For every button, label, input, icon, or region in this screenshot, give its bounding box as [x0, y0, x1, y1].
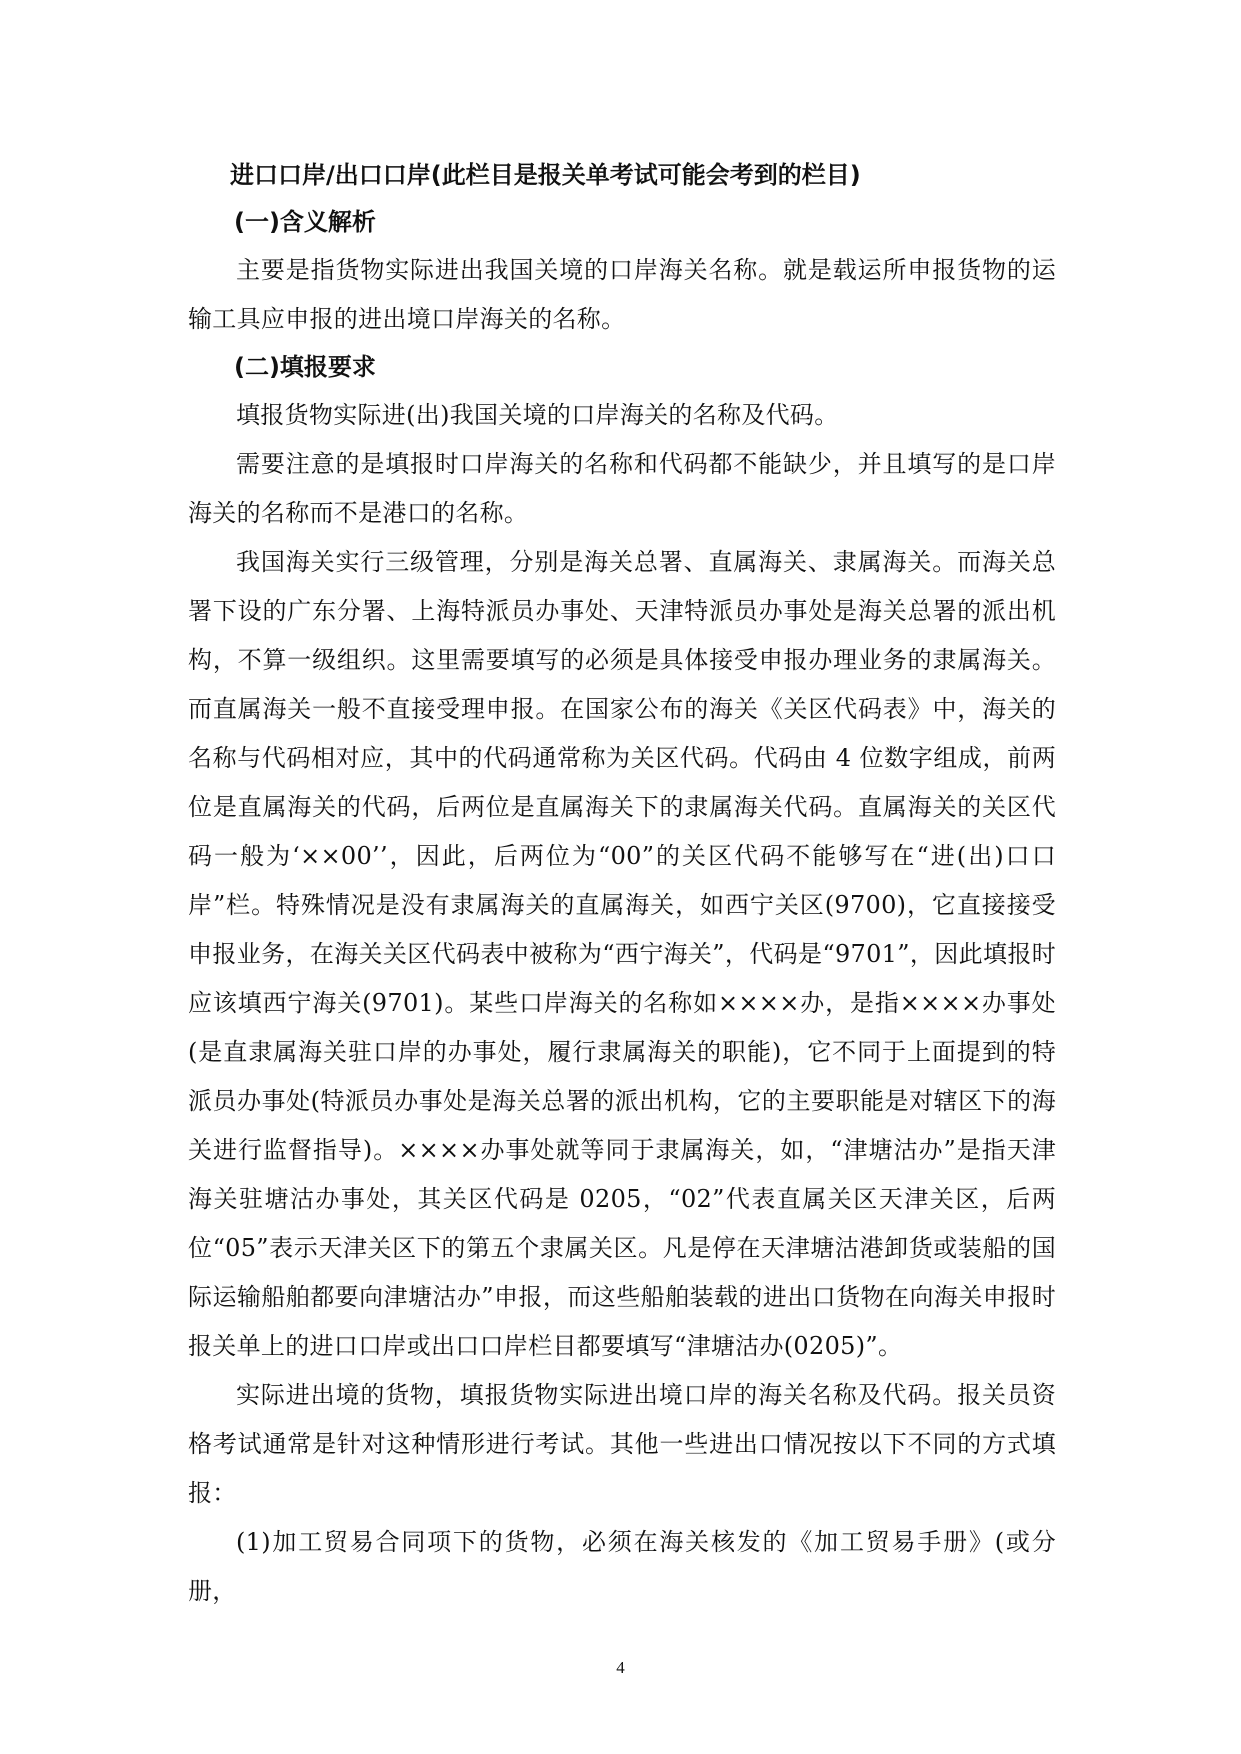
section-heading-meaning: (一)含义解析 — [234, 208, 376, 236]
paragraph-meaning: 主要是指货物实际进出我国关境的口岸海关名称。就是载运所申报货物的运输工具应申报的进出境口岸海关的名称。 — [188, 256, 1056, 333]
page-number: 4 — [616, 1658, 625, 1677]
paragraph: 实际进出境的货物，填报货物实际进出境口岸的海关名称及代码。报关员资格考试通常是针对这种情形进行考试。其他一些进出口情况按以下不同的方式填报： — [188, 1381, 1056, 1507]
paragraph: 我国海关实行三级管理，分别是海关总署、直属海关、隶属海关。而海关总署下设的广东分署、上海特派员办事处、天津特派员办事处是海关总署的派出机构，不算一级组织。这里需要填写的必须是具体接受申报办理业务的隶属海关。而直属海关一般不直接受理申报。在国家公布的海关《关区代码表》中，海关的名称与代码相对应，其中的代码通常称为关区代码。代码由 4 位数字组成，前两位是直属海关的代码，后两位是直属海关下的隶属海关代码。直属海关的关区代码一般为‘××00’’，因此，后两位为“00”的关区代码不能够写在“进(出)口口岸”栏。特殊情况是没有隶属海关的直属海关，如西宁关区(9700)，它直接接受申报业务，在海关关区代码表中被称为“西宁海关”，代码是“9701”，因此填报时应该填西宁海关(9701)。某些口岸海关的名称如××××办，是指××××办事处(是直隶属海关驻口岸的办事处，履行隶属海关的职能)，它不同于上面提到的特派员办事处(特派员办事处是海关总署的派出机构，它的主要职能是对辖区下的海关进行监督指导)。××××办事处就等同于隶属海关，如，“津塘沽办”是指天津海关驻塘沽办事处，其关区代码是 0205，“02”代表直属关区天津关区，后两位“05”表示天津关区下的第五个隶属关区。凡是停在天津塘沽港卸货或装船的国际运输船舶都要向津塘沽办”申报，而这些船舶装载的进出口货物在向海关申报时报关单上的进口口岸或出口口岸栏目都要填写“津塘沽办(0205)”。 — [188, 548, 1056, 1360]
document-body — [188, 152, 1056, 1616]
paragraph: 填报货物实际进(出)我国关境的口岸海关的名称及代码。 — [236, 401, 839, 429]
paragraph: (1)加工贸易合同项下的货物，必须在海关核发的《加工贸易手册》(或分册， — [188, 1528, 1056, 1605]
paragraph: 需要注意的是填报时口岸海关的名称和代码都不能缺少，并且填写的是口岸海关的名称而不是港口的名称。 — [188, 450, 1056, 527]
document-title: 进口口岸/出口口岸(此栏目是报关单考试可能会考到的栏目) — [230, 161, 861, 189]
section-heading-requirements: (二)填报要求 — [234, 353, 376, 381]
